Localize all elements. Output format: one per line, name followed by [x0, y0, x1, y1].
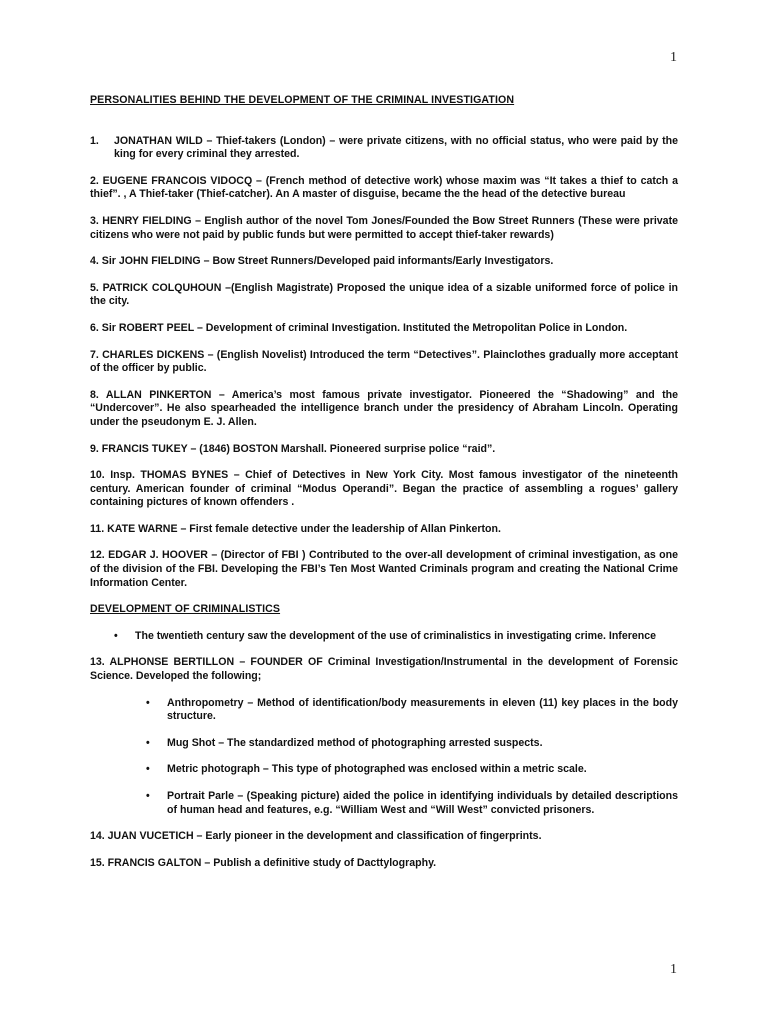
- item-text: JONATHAN WILD – Thief-takers (London) – were private citizens, with no official status, who were paid by the king for every criminal they arrested.: [114, 134, 678, 161]
- bullet-text: The twentieth century saw the development of the use of criminalistics in investigating crime. Inference: [135, 629, 656, 642]
- personality-item: 7. CHARLES DICKENS – (English Novelist) Introduced the term “Detectives”. Plainclothes gradually more acceptant of the officer by public.: [90, 348, 678, 375]
- page-number-top: 1: [670, 50, 677, 65]
- bullet-text: Mug Shot – The standardized method of photographing arrested suspects.: [167, 736, 543, 749]
- personality-item: 5. PATRICK COLQUHOUN –(English Magistrate) Proposed the unique idea of a sizable uniformed force of police in the city.: [90, 281, 678, 308]
- list-item: [90, 697, 678, 724]
- bertillon-item: 13. ALPHONSE BERTILLON – FOUNDER OF Criminal Investigation/Instrumental in the development of Forensic Science. Developed the following;: [90, 656, 678, 683]
- personality-item: 3. HENRY FIELDING – English author of the novel Tom Jones/Founded the Bow Street Runners (These were private citizens who were not paid by public funds but were permitted to accept thief-taker rewards): [90, 214, 678, 241]
- page-number-bottom: 1: [670, 962, 677, 977]
- bullet-text: Portrait Parle – (Speaking picture) aided the police in identifying individuals by detailed descriptions of human head and features, e.g. “William West and “Will West” convicted prisoners.: [167, 790, 678, 816]
- personality-item: 10. Insp. THOMAS BYNES – Chief of Detectives in New York City. Most famous investigator of the nineteenth century. American founder of criminal “Modus Operandi”. Began the practice of assembling a rogues’ gallery containing pictures of known offenders .: [90, 469, 678, 509]
- criminalistics-list: [90, 630, 678, 644]
- main-heading: PERSONALITIES BEHIND THE DEVELOPMENT OF THE CRIMINAL INVESTIGATION: [90, 94, 515, 106]
- bertillon-list: [90, 697, 678, 818]
- personality-item: 11. KATE WARNE – First female detective under the leadership of Allan Pinkerton.: [90, 522, 501, 535]
- personality-item: 6. Sir ROBERT PEEL – Development of criminal Investigation. Instituted the Metropolitan Police in London.: [90, 321, 628, 334]
- bullet-icon: •: [146, 696, 150, 709]
- criminalistics-heading: DEVELOPMENT OF CRIMINALISTICS: [90, 603, 281, 616]
- bullet-icon: •: [146, 790, 150, 802]
- vucetich-item: 14. JUAN VUCETICH – Early pioneer in the development and classification of fingerprints.: [90, 830, 542, 843]
- personality-item: 8. ALLAN PINKERTON – America’s most famous private investigator. Pioneered the “Shadowing” and the “Undercover”. He also spearheaded the intelligence branch under the presidency of Abraham Lincoln. Operating under the pseudonym E. J. Allen.: [90, 388, 678, 428]
- bullet-text: Metric photograph – This type of photographed was enclosed within a metric scale.: [167, 763, 587, 776]
- bullet-text: Anthropometry – Method of identification/body measurements in eleven (11) key places in the body structure.: [167, 696, 678, 723]
- personality-item: 2. EUGENE FRANCOIS VIDOCQ – (French method of detective work) whose maxim was “It takes a thief to catch a thief”. , A Thief-taker (Thief-catcher). An A master of disguise, became the the head of the detective bureau: [90, 174, 678, 201]
- bullet-icon: •: [146, 736, 150, 749]
- personality-item: 4. Sir JOHN FIELDING – Bow Street Runners/Developed paid informants/Early Investigators.: [90, 255, 554, 268]
- list-item: [90, 763, 678, 777]
- bullet-icon: •: [114, 629, 118, 642]
- bullet-icon: •: [146, 763, 150, 776]
- personality-item: 9. FRANCIS TUKEY – (1846) BOSTON Marshall. Pioneered surprise police “raid”.: [90, 442, 496, 455]
- item-number: 1.: [90, 134, 99, 147]
- document-body: [90, 94, 678, 883]
- personality-item: [90, 135, 678, 162]
- list-item: [90, 737, 678, 751]
- personality-item: 12. EDGAR J. HOOVER – (Director of FBI ) Contributed to the over-all development of criminal investigation, as one of the division of the FBI. Developing the FBI’s Ten Most Wanted Criminals program and creating the National Crime Information Center.: [90, 549, 678, 589]
- list-item: [90, 790, 678, 817]
- galton-item: 15. FRANCIS GALTON – Publish a definitive study of Dacttylography.: [90, 856, 437, 869]
- list-item: [90, 630, 678, 644]
